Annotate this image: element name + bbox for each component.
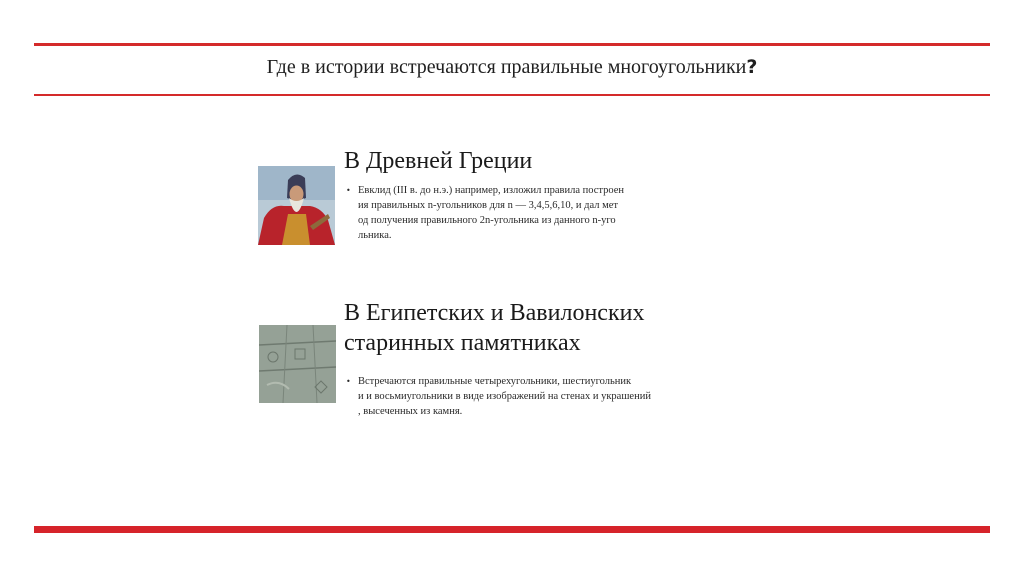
- section-heading-line: В Египетских и Вавилонских: [344, 300, 645, 326]
- euclid-portrait-icon: [258, 166, 335, 245]
- section-heading-egypt-babylon: [344, 298, 644, 358]
- slide-title-question-mark: ?: [746, 56, 758, 78]
- title-underline-rule: [34, 94, 990, 96]
- bullet-line: Евклид (III в. до н.э.) например, изложил правила построен: [358, 185, 625, 196]
- slide-title-text: Где в истории встречаются правильные многоугольники: [266, 56, 747, 78]
- top-red-rule: [34, 43, 990, 46]
- euclid-portrait-image: [258, 166, 335, 245]
- stone-relief-image: [259, 325, 336, 403]
- bottom-red-bar: [34, 526, 990, 533]
- bullet-line: льника.: [358, 230, 392, 241]
- bullet-line: ия правильных n-угольников для n — 3,4,5,6,10, и дал мет: [358, 200, 618, 211]
- section-heading-line: старинных памятниках: [344, 330, 581, 356]
- slide-title: [0, 56, 1024, 79]
- section-heading-greece: В Древней Греции: [344, 148, 533, 174]
- bullet-greece: [346, 183, 698, 243]
- bullet-egypt-babylon: [346, 374, 698, 419]
- bullet-line: Встречаются правильные четырехугольники, шестиугольник: [358, 376, 632, 387]
- bullet-line: и и восьмиугольники в виде изображений на стенах и украшений: [358, 391, 651, 402]
- bullet-line: од получения правильного 2n-угольника из данного n-уго: [358, 215, 616, 226]
- bullet-dot-icon: •: [346, 377, 351, 386]
- bullet-line: , высеченных из камня.: [358, 406, 463, 417]
- stone-relief-icon: [259, 325, 336, 403]
- bullet-dot-icon: •: [346, 186, 351, 195]
